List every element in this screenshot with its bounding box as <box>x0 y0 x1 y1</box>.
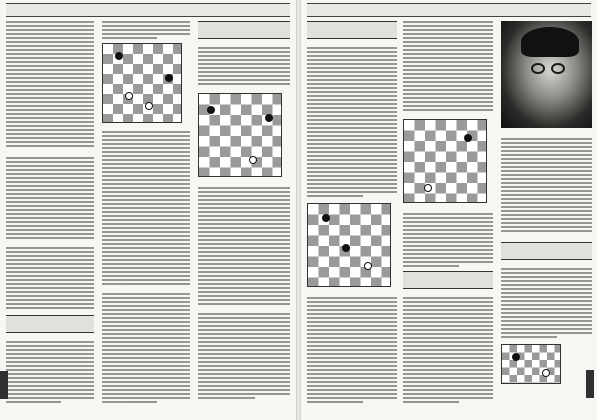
chess-diagram <box>198 93 282 177</box>
chess-piece <box>125 92 133 100</box>
game-header <box>6 315 94 333</box>
glasses-icon <box>551 63 565 74</box>
right-column-1 <box>307 21 395 404</box>
game-moves-text <box>307 47 397 197</box>
annotation-text <box>307 297 397 403</box>
annotation-text <box>102 131 190 287</box>
left-page <box>0 0 296 420</box>
chess-diagram <box>102 43 182 123</box>
chess-piece <box>364 262 372 270</box>
opening-name <box>403 288 493 294</box>
game-moves-text <box>403 297 493 403</box>
chess-piece <box>265 114 273 122</box>
game-moves-text <box>102 293 190 403</box>
glasses-icon <box>531 63 545 74</box>
right-page <box>301 0 597 420</box>
player-photo <box>501 21 592 128</box>
chess-piece <box>165 74 173 82</box>
chess-piece <box>145 102 153 110</box>
article-text <box>6 21 94 149</box>
annotation-text <box>403 213 493 267</box>
opening-name <box>307 38 397 44</box>
diagram-caption <box>198 179 290 185</box>
chess-piece <box>512 353 520 361</box>
chess-diagram <box>307 203 391 287</box>
left-page-header <box>6 3 290 17</box>
game-header <box>403 271 493 289</box>
diagram-caption <box>307 289 397 295</box>
photo-caption <box>501 130 592 136</box>
game-moves-text <box>198 313 290 399</box>
game-moves-text <box>198 47 290 87</box>
annotation-text <box>403 21 493 113</box>
section-tab <box>0 371 8 399</box>
opening-name <box>198 38 290 44</box>
chess-piece <box>542 369 550 377</box>
game-header <box>501 242 592 260</box>
game-moves-text <box>6 341 94 403</box>
game-header <box>198 21 290 39</box>
annotation-text <box>198 187 290 307</box>
left-column-2 <box>102 21 190 404</box>
chess-diagram <box>403 119 487 203</box>
chess-piece <box>342 244 350 252</box>
game-moves-text <box>501 268 592 338</box>
chess-piece <box>424 184 432 192</box>
chess-piece <box>249 156 257 164</box>
right-page-header <box>307 3 591 17</box>
player-hair <box>521 27 579 57</box>
annotation-text <box>501 138 592 234</box>
game-moves-text <box>6 157 94 241</box>
section-tab <box>586 370 594 398</box>
chess-diagram <box>501 344 561 384</box>
right-column-3 <box>501 138 589 404</box>
game-moves-text <box>102 21 190 39</box>
opening-name <box>6 332 94 338</box>
chess-piece <box>115 52 123 60</box>
chess-piece <box>464 134 472 142</box>
left-column-1 <box>6 21 94 404</box>
right-column-2 <box>403 21 491 404</box>
annotation-text <box>6 247 94 311</box>
diagram-caption <box>501 386 592 392</box>
game-header <box>307 21 397 39</box>
chess-piece <box>207 106 215 114</box>
chess-piece <box>322 214 330 222</box>
opening-name <box>501 259 592 265</box>
left-column-3 <box>198 21 286 404</box>
diagram-caption <box>403 205 493 211</box>
